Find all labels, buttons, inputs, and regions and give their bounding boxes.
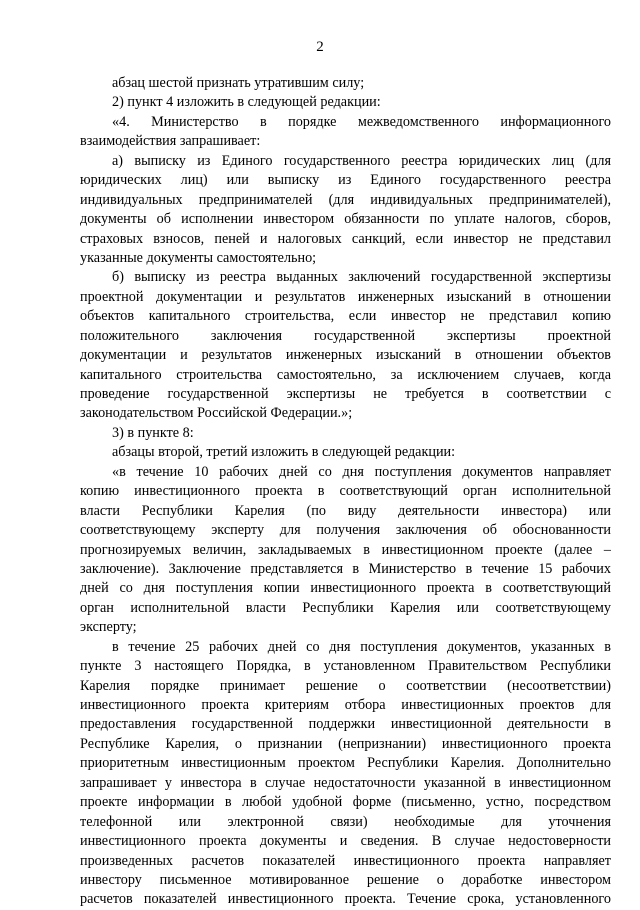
text-line: «4. Министерство в порядке межведомственного информационного [112, 113, 611, 130]
text-line: капитального строительства самостоятельно, за исключением случаев, когда [80, 366, 611, 383]
text-line: Карелия порядке принимает решение о соответствии (несоответствии) [80, 677, 611, 694]
text-line: взаимодействия запрашивает: [80, 133, 261, 150]
text-line: абзацы второй, третий изложить в следующей редакции: [112, 444, 456, 461]
text-line: эксперту; [80, 619, 137, 636]
text-line: указанные документы самостоятельно; [80, 249, 317, 266]
text-line: телефонной или электронной связи) необходимые для уточнения [80, 813, 611, 830]
text-line: орган исполнительной власти Республики Карелия или соответствующему [80, 599, 611, 616]
text-line: дней со дня поступления копии инвестиционного проекта в соответствующий [80, 580, 611, 597]
text-line: а) выписку из Единого государственного реестра юридических лиц (для [112, 152, 611, 169]
text-line: проекте информации в любой удобной форме (письменно, устно, посредством [80, 794, 611, 811]
text-line: власти Республики Карелия (по виду деятельности инвестора) или [80, 502, 611, 519]
text-line: положительного заключения государственной экспертизы проектной [80, 327, 611, 344]
text-line: произведенных расчетов показателей инвестиционного проекта направляет [80, 852, 611, 869]
text-line: документы об исполнении инвестором обязанности по уплате налогов, сборов, [80, 211, 611, 228]
text-line: страховых взносов, пеней и налоговых санкций, если инвестор не представил [80, 230, 611, 247]
document-body [80, 74, 611, 910]
text-line: индивидуальных предпринимателей (для индивидуальных предпринимателей), [80, 191, 611, 208]
text-line: юридических лиц) или выписку из Единого государственного реестра [80, 172, 611, 189]
text-line: документации и результатов инженерных изысканий в отношении объектов [80, 347, 611, 364]
text-line: прогнозируемых величин, закладываемых в инвестиционном проекте (далее – [80, 541, 611, 558]
text-line: 2) пункт 4 изложить в следующей редакции: [112, 94, 381, 111]
text-line: запрашивает у инвестора в случае недостаточности указанной в инвестиционном [80, 774, 611, 791]
text-line: копию инвестиционного проекта в соответствующий орган исполнительной [80, 483, 611, 500]
text-line: абзац шестой признать утратившим силу; [112, 75, 365, 91]
text-line: соответствующему эксперту для получения заключения об обоснованности [80, 522, 611, 539]
text-line: «в течение 10 рабочих дней со дня поступления документов направляет [112, 463, 611, 480]
text-line: б) выписку из реестра выданных заключений государственной экспертизы [112, 269, 611, 286]
text-line: предоставления государственной поддержки инвестиционной деятельности в [80, 716, 611, 733]
text-line: пункте 3 настоящего Порядка, в установленном Правительством Республики [80, 658, 611, 675]
text-line: проведение государственной экспертизы не требуется в соответствии с [80, 386, 611, 402]
text-line: приоритетным инвестиционным проектом Республики Карелия. Дополнительно [80, 755, 611, 772]
text-line: в течение 25 рабочих дней со дня поступления документов, указанных в [112, 638, 611, 655]
text-line: расчетов показателей инвестиционного проекта. Течение срока, установленного [80, 891, 611, 908]
text-line: инвестору письменное мотивированное решение о доработке инвестором [80, 871, 611, 888]
text-line: проектной документации и результатов инженерных изысканий в отношении [80, 288, 611, 305]
text-line: объектов капитального строительства, если инвестор не представил копию [80, 308, 611, 325]
text-line: инвестиционного проекта критериям отбора инвестиционных проектов для [80, 697, 611, 713]
text-line: Республике Карелия, о признании (непризнании) инвестиционного проекта [80, 735, 611, 752]
page-number: 2 [316, 39, 324, 55]
text-line: инвестиционного проекта документы и сведения. В случае недостоверности [80, 833, 611, 850]
text-line: 3) в пункте 8: [112, 424, 194, 441]
text-line: заключение). Заключение представляется в Министерство в течение 15 рабочих [80, 560, 611, 577]
text-line: законодательством Российской Федерации.»; [80, 405, 353, 422]
